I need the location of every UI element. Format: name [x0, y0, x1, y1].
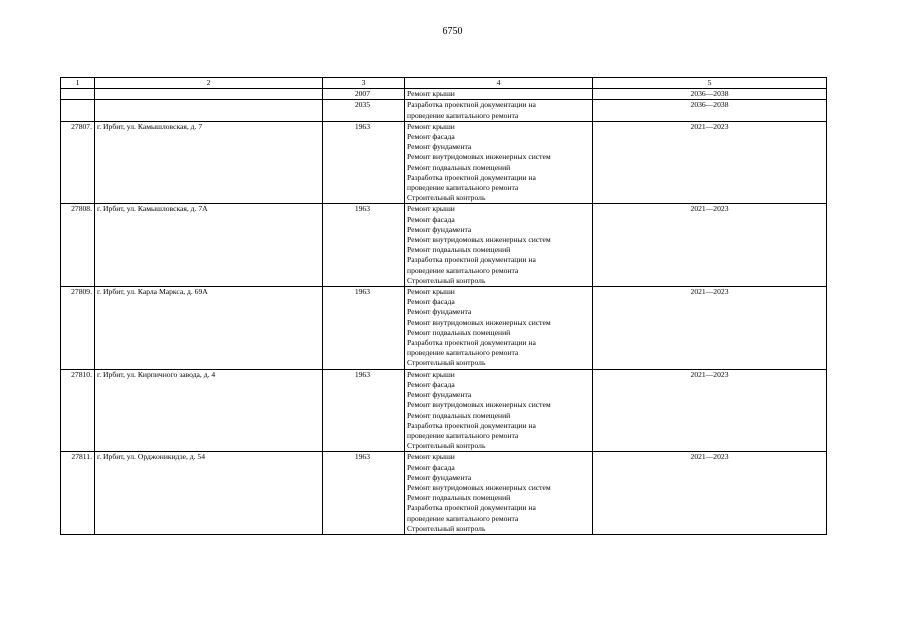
column-header: 3: [323, 78, 405, 89]
table-row: [61, 287, 827, 370]
commission-year-cell: 1963: [323, 369, 405, 452]
address-cell: г. Ирбит, ул. Карла Маркса, д. 69А: [95, 287, 323, 370]
commission-year-cell: 2035: [323, 100, 405, 121]
work-item: Ремонт подвальных помещений: [407, 410, 511, 420]
commission-year-cell: 2007: [323, 89, 405, 100]
work-item: Ремонт фасада: [407, 214, 455, 224]
planned-period-cell: 2021—2023: [593, 287, 827, 370]
address-cell: [95, 89, 323, 100]
table-row: [61, 100, 827, 121]
column-header: 5: [593, 78, 827, 89]
work-item: Ремонт фасада: [407, 462, 455, 472]
work-item: проведение капитального ремонта: [407, 183, 519, 193]
planned-period-cell: 2036—2038: [593, 89, 827, 100]
address-cell: [95, 100, 323, 121]
works-cell: [405, 100, 593, 121]
work-item: Разработка проектной документации на: [407, 503, 536, 513]
work-item: Ремонт фасада: [407, 297, 455, 307]
works-cell: [405, 89, 593, 100]
work-item: Ремонт подвальных помещений: [407, 327, 511, 337]
work-item: Разработка проектной документации на: [407, 100, 536, 110]
work-item: Строительный контроль: [407, 441, 486, 451]
planned-period-cell: 2021—2023: [593, 369, 827, 452]
work-item: проведение капитального ремонта: [407, 430, 519, 440]
planned-period-cell: 2021—2023: [593, 121, 827, 204]
table-row: [61, 89, 827, 100]
table-row: [61, 121, 827, 204]
work-item: Ремонт фундамента: [407, 390, 472, 400]
work-item: Ремонт фасада: [407, 132, 455, 142]
commission-year-cell: 1963: [323, 121, 405, 204]
column-header: 4: [405, 78, 593, 89]
address-cell: г. Ирбит, ул. Камышловская, д. 7: [95, 121, 323, 204]
work-item: Ремонт фундамента: [407, 224, 472, 234]
work-item: Ремонт фасада: [407, 379, 455, 389]
work-item: Ремонт фундамента: [407, 307, 472, 317]
work-item: Строительный контроль: [407, 358, 486, 368]
address-cell: г. Ирбит, ул. Кирпичного завода, д. 4: [95, 369, 323, 452]
work-item: Разработка проектной документации на: [407, 255, 536, 265]
repair-schedule-table: [60, 77, 827, 535]
work-item: Ремонт внутридомовых инженерных систем: [407, 317, 551, 327]
row-number-cell: 27811.: [61, 452, 95, 535]
row-number-cell: [61, 100, 95, 121]
work-item: Ремонт фундамента: [407, 142, 472, 152]
work-item: Ремонт крыши: [407, 121, 455, 131]
work-item: Ремонт крыши: [407, 452, 455, 462]
work-item: Ремонт крыши: [407, 204, 455, 214]
table-row: [61, 452, 827, 535]
work-item: Ремонт внутридомовых инженерных систем: [407, 400, 551, 410]
row-number-cell: 27807.: [61, 121, 95, 204]
column-header: 1: [61, 78, 95, 89]
works-cell: [405, 452, 593, 535]
commission-year-cell: 1963: [323, 204, 405, 287]
row-number-cell: 27809.: [61, 287, 95, 370]
address-cell: г. Ирбит, ул. Орджоникидзе, д. 54: [95, 452, 323, 535]
work-item: Разработка проектной документации на: [407, 338, 536, 348]
work-item: проведение капитального ремонта: [407, 265, 519, 275]
works-cell: [405, 204, 593, 287]
commission-year-cell: 1963: [323, 287, 405, 370]
work-item: Разработка проектной документации на: [407, 420, 536, 430]
work-item: проведение капитального ремонта: [407, 348, 519, 358]
work-item: Ремонт внутридомовых инженерных систем: [407, 235, 551, 245]
planned-period-cell: 2021—2023: [593, 204, 827, 287]
header-row: [61, 78, 827, 89]
work-item: Строительный контроль: [407, 193, 486, 203]
page-number: 6750: [442, 26, 463, 37]
work-item: Ремонт подвальных помещений: [407, 162, 511, 172]
commission-year-cell: 1963: [323, 452, 405, 535]
planned-period-cell: 2021—2023: [593, 452, 827, 535]
work-item: Ремонт внутридомовых инженерных систем: [407, 152, 551, 162]
column-header: 2: [95, 78, 323, 89]
work-item: Ремонт подвальных помещений: [407, 493, 511, 503]
row-number-cell: [61, 89, 95, 100]
works-cell: [405, 121, 593, 204]
work-item: проведение капитального ремонта: [407, 513, 519, 523]
work-item: Строительный контроль: [407, 275, 486, 285]
table-row: [61, 204, 827, 287]
work-item: Разработка проектной документации на: [407, 172, 536, 182]
row-number-cell: 27808.: [61, 204, 95, 287]
work-item: Строительный контроль: [407, 523, 486, 533]
address-cell: г. Ирбит, ул. Камышловская, д. 7А: [95, 204, 323, 287]
planned-period-cell: 2036—2038: [593, 100, 827, 121]
work-item: Ремонт подвальных помещений: [407, 245, 511, 255]
work-item: Ремонт крыши: [407, 89, 455, 99]
row-number-cell: 27810.: [61, 369, 95, 452]
works-cell: [405, 287, 593, 370]
work-item: Ремонт внутридомовых инженерных систем: [407, 482, 551, 492]
works-cell: [405, 369, 593, 452]
work-item: Ремонт крыши: [407, 369, 455, 379]
work-item: Ремонт фундамента: [407, 472, 472, 482]
work-item: Ремонт крыши: [407, 287, 455, 297]
work-item: проведение капитального ремонта: [407, 110, 519, 120]
table-row: [61, 369, 827, 452]
